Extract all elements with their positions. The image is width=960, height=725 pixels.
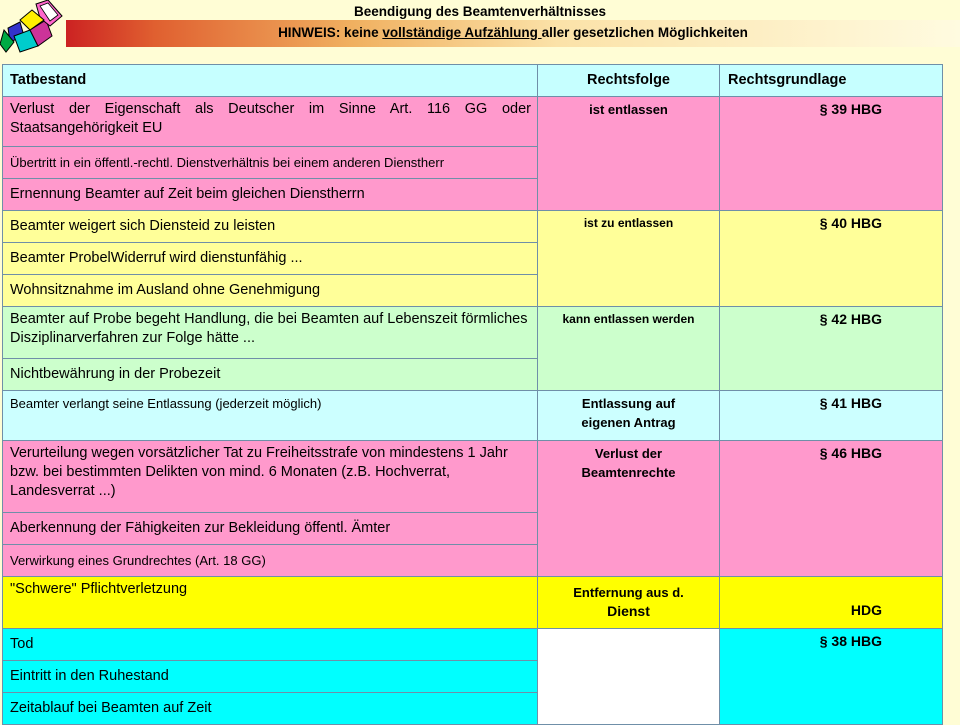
hint-text [66,25,960,40]
tatbestand-cell: Eintritt in den Ruhestand [3,661,538,693]
tatbestand-cell: Wohnsitznahme im Ausland ohne Genehmigung [3,275,538,307]
rechtsgrundlage-cell: § 46 HBG [720,441,943,577]
tatbestand-cell: Zeitablauf bei Beamten auf Zeit [3,693,538,725]
rechtsgrundlage-cell: § 42 HBG [720,307,943,391]
tatbestand-cell: Beamter auf Probe begeht Handlung, die bei Beamten auf Lebenszeit förmliches Disziplinarverfahren zur Folge hätte ... [3,307,538,359]
rechtsfolge-line: Entfernung aus d. [573,585,684,600]
rechtsfolge-line: Dienst [607,603,650,619]
rechtsgrundlage-cell: § 39 HBG [720,97,943,211]
termination-table [2,64,943,725]
rechtsfolge-line: eigenen Antrag [581,415,676,430]
tatbestand-cell: Verlust der Eigenschaft als Deutscher im Sinne Art. 116 GG oder Staatsangehörigkeit EU [3,97,538,147]
tatbestand-cell: "Schwere" Pflichtverletzung [3,577,538,629]
rechtsfolge-cell [538,577,720,629]
tatbestand-cell: Tod [3,629,538,661]
tatbestand-cell: Verwirkung eines Grundrechtes (Art. 18 GG) [3,545,538,577]
tatbestand-cell: Ernennung Beamter auf Zeit beim gleichen Dienstherrn [3,179,538,211]
rechtsfolge-line: Entlassung auf [581,396,676,411]
rechtsgrundlage-cell: § 41 HBG [720,391,943,441]
rechtsfolge-cell [538,441,720,577]
hint-suffix: aller gesetzlichen Möglichkeiten [541,25,748,40]
header-rechtsgrundlage: Rechtsgrundlage [720,65,943,97]
hint-underlined: vollständige Aufzählung [382,25,542,40]
table-row [3,211,943,243]
rechtsfolge-cell: ist entlassen [538,97,720,211]
header-tatbestand: Tatbestand [3,65,538,97]
rechtsfolge-cell: ist zu entlassen [538,211,720,307]
rechtsgrundlage-cell: HDG [720,577,943,629]
rechtsfolge-cell [538,629,720,725]
tatbestand-cell: Beamter verlangt seine Entlassung (jederzeit möglich) [3,391,538,441]
table-row [3,441,943,513]
rechtsfolge-cell [538,391,720,441]
table-row [3,307,943,359]
rechtsfolge-line: Beamtenrechte [581,465,676,480]
header-rechtsfolge: Rechtsfolge [538,65,720,97]
table-row [3,577,943,629]
table-row [3,391,943,441]
rechtsfolge-cell: kann entlassen werden [538,307,720,391]
tatbestand-cell: Übertritt in ein öffentl.-rechtl. Dienstverhältnis bei einem anderen Dienstherr [3,147,538,179]
hint-prefix: HINWEIS: keine [278,25,383,40]
rechtsfolge-line: Verlust der [594,446,663,461]
table-row [3,629,943,661]
page-title [0,4,960,20]
tatbestand-cell: Beamter weigert sich Diensteid zu leisten [3,211,538,243]
tatbestand-cell: Beamter ProbelWiderruf wird dienstunfähig ... [3,243,538,275]
tatbestand-cell: Nichtbewährung in der Probezeit [3,359,538,391]
title-text: Beendigung des Beamtenverhältnisses [353,4,607,19]
tatbestand-cell: Verurteilung wegen vorsätzlicher Tat zu Freiheitsstrafe von mindestens 1 Jahr bzw. bei bestimmten Delikten von mind. 6 Monaten (z.B. Hochverrat, Landesverrat ...) [3,441,538,513]
rechtsgrundlage-cell: § 40 HBG [720,211,943,307]
table-row [3,97,943,147]
rechtsgrundlage-cell: § 38 HBG [720,629,943,725]
table-header-row [3,65,943,97]
tatbestand-cell: Aberkennung der Fähigkeiten zur Bekleidung öffentl. Ämter [3,513,538,545]
